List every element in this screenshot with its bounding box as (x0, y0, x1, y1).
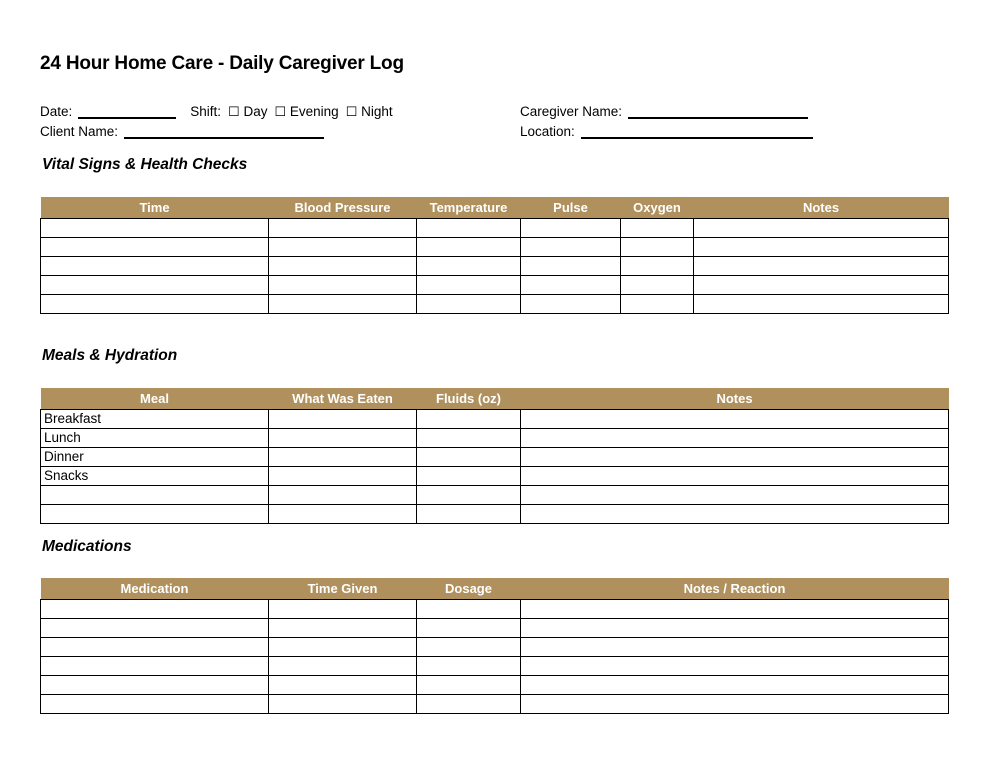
vitals-cell[interactable] (417, 276, 521, 295)
medications-cell[interactable] (269, 676, 417, 695)
meals-cell[interactable] (521, 410, 949, 429)
location-label: Location: (520, 124, 575, 139)
section-heading-vitals: Vital Signs & Health Checks (42, 156, 248, 173)
medications-cell[interactable] (417, 676, 521, 695)
vitals-cell[interactable] (521, 257, 621, 276)
medications-cell[interactable] (269, 695, 417, 714)
medications-header-row (41, 578, 949, 600)
meals-cell[interactable] (417, 486, 521, 505)
medications-cell[interactable] (41, 676, 269, 695)
medications-cell[interactable] (521, 619, 949, 638)
table-row (41, 600, 949, 619)
section-heading-meals: Meals & Hydration (42, 347, 178, 364)
meals-cell[interactable] (417, 467, 521, 486)
meals-cell[interactable] (269, 505, 417, 524)
meals-table-header (41, 388, 949, 410)
vitals-cell[interactable] (41, 295, 269, 314)
meta-row-first (40, 99, 950, 119)
meals-col-what-was-eaten: What Was Eaten (269, 388, 417, 410)
section-heading-medications: Medications (42, 538, 132, 555)
table-row (41, 676, 949, 695)
medications-table (40, 578, 949, 714)
meta-left-second (40, 124, 520, 139)
meta-right-second (520, 124, 813, 139)
vitals-col-blood-pressure: Blood Pressure (269, 197, 417, 219)
medications-table-header (41, 578, 949, 600)
page-title: 24 Hour Home Care - Daily Caregiver Log (40, 53, 404, 74)
medications-col-time-given: Time Given (269, 578, 417, 600)
shift-option-day[interactable] (228, 104, 267, 119)
vitals-cell[interactable] (694, 238, 949, 257)
medications-col-medication: Medication (41, 578, 269, 600)
shift-label: Shift: (190, 104, 222, 119)
vitals-cell[interactable] (621, 295, 694, 314)
shift-option-evening[interactable] (274, 104, 338, 119)
vitals-table-header (41, 197, 949, 219)
table-row (41, 619, 949, 638)
meals-header-row (41, 388, 949, 410)
medications-cell[interactable] (41, 600, 269, 619)
vitals-header-row (41, 197, 949, 219)
medications-cell[interactable] (521, 600, 949, 619)
medications-cell[interactable] (269, 657, 417, 676)
meals-cell[interactable] (417, 429, 521, 448)
medications-cell[interactable] (269, 600, 417, 619)
meals-cell[interactable] (269, 429, 417, 448)
meals-cell[interactable] (521, 429, 949, 448)
table-row (41, 638, 949, 657)
medications-cell[interactable] (417, 695, 521, 714)
shift-option-day-label: Day (243, 104, 268, 119)
caregiver-name-label: Caregiver Name: (520, 104, 623, 119)
meals-cell[interactable] (269, 467, 417, 486)
table-row (41, 219, 949, 238)
vitals-cell[interactable] (269, 276, 417, 295)
caregiver-name-input[interactable] (628, 105, 808, 119)
vitals-cell[interactable] (269, 257, 417, 276)
vitals-cell[interactable] (41, 257, 269, 276)
vitals-col-oxygen: Oxygen (621, 197, 694, 219)
vitals-col-pulse: Pulse (521, 197, 621, 219)
table-row (41, 448, 949, 467)
shift-option-night-label: Night (361, 104, 393, 119)
table-row (41, 505, 949, 524)
checkbox-icon-night[interactable]: ☐ (345, 104, 358, 119)
medications-col-dosage: Dosage (417, 578, 521, 600)
vitals-cell[interactable] (521, 219, 621, 238)
meals-cell[interactable]: Lunch (41, 429, 269, 448)
medications-cell[interactable] (41, 657, 269, 676)
meals-cell[interactable] (521, 486, 949, 505)
vitals-cell[interactable] (694, 219, 949, 238)
client-name-label: Client Name: (40, 124, 119, 139)
vitals-cell[interactable] (269, 295, 417, 314)
date-input[interactable] (78, 105, 176, 119)
meals-cell[interactable] (417, 505, 521, 524)
medications-cell[interactable] (521, 657, 949, 676)
vitals-cell[interactable] (417, 219, 521, 238)
meals-cell[interactable] (269, 410, 417, 429)
meals-cell[interactable]: Breakfast (41, 410, 269, 429)
vitals-cell[interactable] (694, 276, 949, 295)
meals-cell[interactable]: Snacks (41, 467, 269, 486)
medications-cell[interactable] (41, 638, 269, 657)
client-name-input[interactable] (124, 125, 324, 139)
shift-option-night[interactable] (346, 104, 393, 119)
table-row (41, 410, 949, 429)
vitals-cell[interactable] (41, 276, 269, 295)
medications-cell[interactable] (417, 638, 521, 657)
vitals-col-time: Time (41, 197, 269, 219)
meals-cell[interactable] (521, 467, 949, 486)
medications-cell[interactable] (417, 657, 521, 676)
medications-cell[interactable] (417, 619, 521, 638)
table-row (41, 486, 949, 505)
meals-cell[interactable] (41, 505, 269, 524)
vitals-table-body (41, 219, 949, 314)
table-row (41, 429, 949, 448)
medications-cell[interactable] (269, 619, 417, 638)
table-row (41, 657, 949, 676)
meals-cell[interactable] (269, 486, 417, 505)
vitals-cell[interactable] (694, 295, 949, 314)
medications-cell[interactable] (41, 619, 269, 638)
meals-table (40, 388, 949, 524)
table-row (41, 467, 949, 486)
checkbox-icon-day[interactable]: ☐ (228, 104, 240, 119)
vitals-cell[interactable] (621, 276, 694, 295)
medications-cell[interactable] (269, 638, 417, 657)
vitals-cell[interactable] (521, 238, 621, 257)
medications-col-notes-reaction: Notes / Reaction (521, 578, 949, 600)
medications-cell[interactable] (521, 638, 949, 657)
vitals-cell[interactable] (41, 238, 269, 257)
meals-cell[interactable] (417, 410, 521, 429)
vitals-cell[interactable] (694, 257, 949, 276)
vitals-col-notes: Notes (694, 197, 949, 219)
meals-col-fluids: Fluids (oz) (417, 388, 521, 410)
meta-row-second (40, 119, 950, 139)
table-row (41, 295, 949, 314)
meals-cell[interactable]: Dinner (41, 448, 269, 467)
date-label: Date: (40, 104, 73, 119)
checkbox-icon-evening[interactable]: ☐ (274, 104, 287, 119)
vitals-cell[interactable] (621, 238, 694, 257)
meals-table-body (41, 410, 949, 524)
vitals-cell[interactable] (521, 276, 621, 295)
meals-cell[interactable] (417, 448, 521, 467)
vitals-cell[interactable] (621, 219, 694, 238)
meta-left-first (40, 104, 520, 119)
vitals-cell[interactable] (521, 295, 621, 314)
meals-col-meal: Meal (41, 388, 269, 410)
table-row (41, 257, 949, 276)
vitals-col-temperature: Temperature (417, 197, 521, 219)
form-meta-block (40, 99, 950, 139)
medications-cell[interactable] (417, 600, 521, 619)
meals-col-notes: Notes (521, 388, 949, 410)
table-row (41, 238, 949, 257)
table-row (41, 276, 949, 295)
meals-cell[interactable] (269, 448, 417, 467)
medications-cell[interactable] (41, 695, 269, 714)
meals-cell[interactable] (41, 486, 269, 505)
meals-cell[interactable] (521, 505, 949, 524)
vitals-cell[interactable] (269, 219, 417, 238)
meals-cell[interactable] (521, 448, 949, 467)
vitals-cell[interactable] (417, 295, 521, 314)
shift-group (190, 104, 392, 119)
vitals-cell[interactable] (417, 238, 521, 257)
medications-table-body (41, 600, 949, 714)
vitals-cell[interactable] (417, 257, 521, 276)
medications-cell[interactable] (521, 695, 949, 714)
meta-right-first (520, 104, 808, 119)
vitals-cell[interactable] (269, 238, 417, 257)
table-row (41, 695, 949, 714)
shift-option-evening-label: Evening (289, 104, 339, 119)
medications-cell[interactable] (521, 676, 949, 695)
vitals-cell[interactable] (621, 257, 694, 276)
location-input[interactable] (581, 125, 813, 139)
vitals-cell[interactable] (41, 219, 269, 238)
vitals-table (40, 197, 949, 314)
